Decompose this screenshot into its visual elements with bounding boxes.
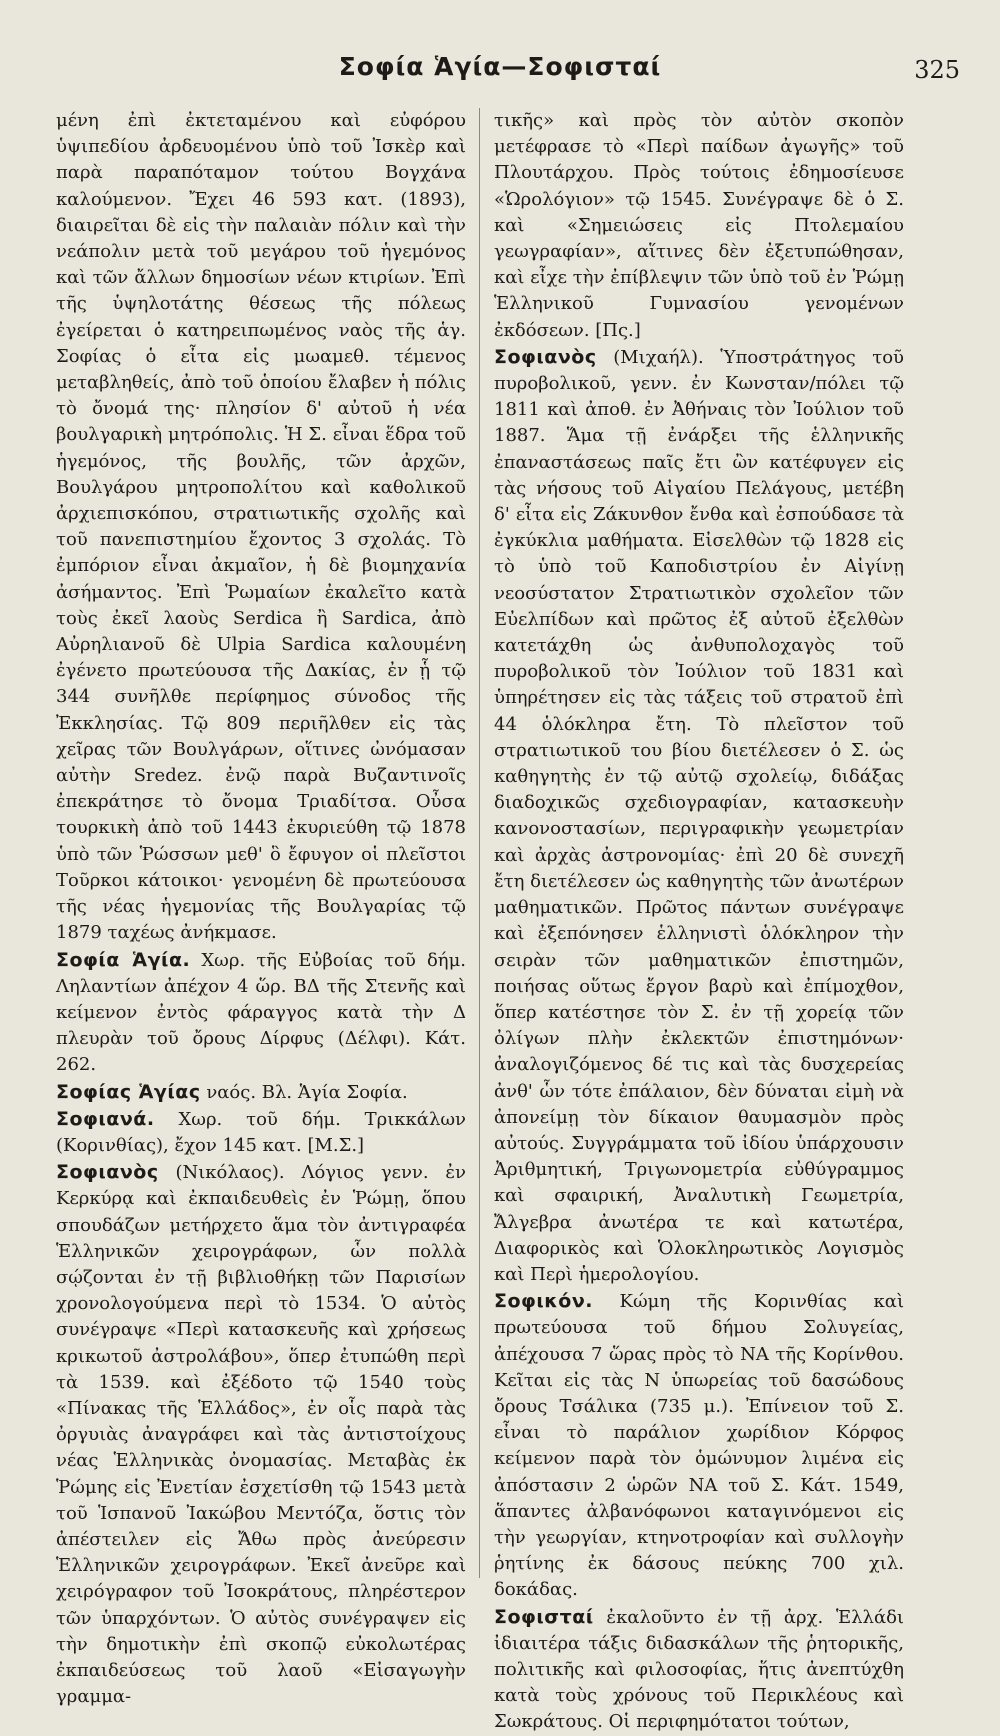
entry-text: (Μιχαήλ). Ὑποστράτηγος τοῦ πυροβολικοῦ, γενν. ἐν Κωνσταν/πόλει τῷ 1811 καὶ ἀποθ. ἐν Ἀθήναις τὸν Ἰούλιον τοῦ 1887. Ἅμα τῇ ἐνάρξει τῆς ἑλληνικῆς ἐπαναστάσεως παῖς ἔτι ὢν κατέφυγεν εἰς τὰς νήσους τοῦ Αἰγαίου Πελάγους, μετέβη δ' εἶτα εἰς Ζάκυνθον ἔνθα καὶ ἐσπούδασε τὰ ἐγκύκλια μαθήματα. Εἰσελθὼν τῷ 1828 εἰς τὸ ὑπὸ τοῦ Καποδιστρίου ἐν Αἰγίνῃ νεοσύστατον Στρατιωτικὸν σχολεῖον τῶν Εὐελπίδων καὶ πρῶτος ἐξ αὐτοῦ ἐξελθὼν κατετάχθη ὡς ἀνθυπολοχαγὸς τοῦ πυροβολικοῦ τὸν Ἰούλιον τοῦ 1831 καὶ ὑπηρέτησεν εἰς τὰς τάξεις τοῦ στρατοῦ ἐπὶ 44 ὁλόκληρα ἔτη. Τὸ πλεῖστον τοῦ στρατιωτικοῦ του βίου διετέλεσεν ὁ Σ. ὡς καθηγητὴς ἐν τῷ αὐτῷ σχολείῳ, διδάξας διαδοχικῶς σχεδιογραφίαν, κατασκευὴν κανονοστασίων, περιγραφικὴν γεωμετρίαν καὶ ἀρχὰς ἀστρονομίας· ἐπὶ 20 δὲ συνεχῆ ἔτη διετέλεσεν ὡς καθηγητὴς τῶν ἀνωτέρων μαθηματικῶν. Πρῶτος πάντων συνέγραψε καὶ ἐξεπόνησεν ἑλληνιστὶ ὁλόκληρον τὴν σειρὰν τῶν μαθηματικῶν ἐπιστημῶν, ποιήσας οὕτως ἔργον βαρὺ καὶ ἐπίμοχθον, ὅπερ κατέστησε τὸν Σ. ἐν τῇ χορείᾳ τῶν ὀλίγων πλὴν ἐκλεκτῶν ἐπιστημόνων· ἀναλογιζόμενος δέ τις καὶ τὰς δυσχερείας ἀνθ' ὧν τότε ἐπάλαιον, δὲν δύναται εἰμὴ νὰ ἀπονείμῃ τὸν δίκαιον θαυμασμὸν πρὸς αὐτούς. Συγγράμματα τοῦ ἰδίου ὑπάρχουσιν Ἀριθμητική, Τριγωνομετρία εὐθύγραμμος καὶ σφαιρική, Ἀναλυτικὴ Γεωμετρία, Ἄλγεβρα ἀνωτέρα τε καὶ κατωτέρα, Διαφορικὸς καὶ Ὁλοκληρωτικὸς Λογισμὸς καὶ Περὶ ἡμερολογίου. (494, 346, 904, 1285)
entry-sofianos-michail (494, 344, 904, 1288)
entry-text: Κώμη τῆς Κορινθίας καὶ πρωτεύουσα τοῦ δήμου Σολυγείας, ἀπέχουσα 7 ὥρας πρὸς τὸ ΝΑ τῆς Κορίνθου. Κεῖται εἰς τὰς Ν ὑπωρείας τοῦ δασώδους ὄρους Τσάλικα (735 μ.). Ἐπίνειον τοῦ Σ. εἶναι τὸ παράλιον χωρίδιον Κόρφος κείμενον παρὰ τὸν ὁμώνυμον λιμένα εἰς ἀπόστασιν 2 ὡρῶν ΝΑ τοῦ Σ. Κάτ. 1549, ἅπαντες ἀλβανόφωνοι καταγινόμενοι εἰς τὴν γεωργίαν, κτηνοτροφίαν καὶ συλλογὴν ῥητίνης ἐκ δάσους πεύκης 700 χιλ. δοκάδας. (494, 1291, 904, 1601)
column-rule (479, 108, 480, 1578)
page-header (40, 52, 960, 92)
entry-text: Χωρ. τῆς Εὐβοίας τοῦ δήμ. Ληλαντίων ἀπέχον 4 ὥρ. ΒΔ τῆς Στενῆς καὶ κείμενον ἐντὸς φάραγγος κατὰ τὴν Δ πλευρὰν τοῦ ὄρους Δίρφυς (Δέλφι). Κάτ. 262. (56, 949, 466, 1076)
page-number: 325 (914, 56, 960, 84)
entry-sofistai (494, 1604, 904, 1736)
running-title: Σοφία Ἁγία—Σοφισταί (338, 52, 662, 81)
entry-sofias-agias (56, 1079, 466, 1106)
entry-sofianos-nikolaos (56, 1159, 466, 1710)
entry-text: Χωρ. τοῦ δήμ. Τρικκάλων (Κορινθίας), ἔχον 145 κατ. [Μ.Σ.] (56, 1108, 466, 1156)
left-column (56, 108, 466, 1708)
article-continuation-sofianos: τικῆς» καὶ πρὸς τὸν αὐτὸν σκοπὸν μετέφρασε τὸ «Περὶ παίδων ἀγωγῆς» τοῦ Πλουτάρχου. Πρὸς τούτοις ἐδημοσίευσε «Ὡρολόγιον» τῷ 1545. Συνέγραψε δὲ ὁ Σ. καὶ «Σημειώσεις εἰς Πτολεμαίου γεωγραφίαν», αἵτινες δὲν ἐξετυπώθησαν, καὶ εἶχε τὴν ἐπίβλεψιν τῶν ὑπὸ τοῦ ἐν Ῥώμῃ Ἑλληνικοῦ Γυμνασίου γενομένων ἐκδόσεων. [Πς.] (494, 110, 904, 341)
entry-headword: Σοφιανὸς (494, 345, 597, 368)
article-continuation-sofia: μένη ἐπὶ ἐκτεταμένου καὶ εὐφόρου ὑψιπεδίου ἀρδευομένου ὑπὸ τοῦ Ἰσκὲρ καὶ παρὰ παραπόταμον τούτου Βογχάνα καλούμενον. Ἔχει 46 593 κατ. (1893), διαιρεῖται δὲ εἰς τὴν παλαιὰν πόλιν καὶ τὴν νεάπολιν μετὰ τοῦ μεγάρου τοῦ ἡγεμόνος καὶ τῶν ἄλλων δημοσίων νέων κτιρίων. Ἐπὶ τῆς ὑψηλοτάτης θέσεως τῆς πόλεως ἐγείρεται ὁ κατηρειπωμένος ναὸς τῆς ἁγ. Σοφίας ὁ εἶτα εἰς μωαμεθ. τέμενος μεταβληθείς, ἀπὸ τοῦ ὁποίου ἔλαβεν ἡ πόλις τὸ ὄνομά της· πλησίον δ' αὐτοῦ ἡ νέα βουλγαρικὴ μητρόπολις. Ἡ Σ. εἶναι ἕδρα τοῦ ἡγεμόνος, τῆς βουλῆς, τῶν ἀρχῶν, Βουλγάρου μητροπολίτου καὶ καθολικοῦ ἀρχιεπισκόπου, στρατιωτικῆς σχολῆς καὶ τοῦ πανεπιστημίου ἔχοντος 3 σχολάς. Τὸ ἐμπόριον εἶναι ἀκμαῖον, ἡ δὲ βιομηχανία ἀσήμαντος. Ἐπὶ Ῥωμαίων ἐκαλεῖτο κατὰ τοὺς ἐκεῖ λαοὺς Serdica ἢ Sardica, ἀπὸ Αὐρηλιανοῦ δὲ Ulpia Sardica καλουμένη ἐγένετο πρωτεύουσα τῆς Δακίας, ἐν ᾗ τῷ 344 συνῆλθε περίφημος σύνοδος τῆς Ἐκκλησίας. Τῷ 809 περιῆλθεν εἰς τὰς χεῖρας τῶν Βουλγάρων, οἵτινες ὠνόμασαν αὐτὴν Sredez. ἐνῷ παρὰ Βυζαντινοῖς ἐπεκράτησε τὸ ὄνομα Τριαδίτσα. Οὖσα τουρκικὴ ἀπὸ τοῦ 1443 ἐκυριεύθη τῷ 1878 ὑπὸ τῶν Ῥώσσων μεθ' ὃ ἔφυγον οἱ πλεῖστοι Τοῦρκοι κάτοικοι· γενομένη δὲ πρωτεύουσα τῆς νέας ἡγεμονίας τῆς Βουλγαρίας τῷ 1879 ταχέως ἀνήκμασε. (56, 110, 466, 944)
entry-text: ἐκαλοῦντο ἐν τῇ ἀρχ. Ἑλλάδι ἰδιαιτέρα τάξις διδασκάλων τῆς ῥητορικῆς, πολιτικῆς καὶ φιλοσοφίας, ἥτις ἀνεπτύχθη κατὰ τοὺς χρόνους τοῦ Περικλέους καὶ Σωκράτους. Οἱ περιφημότατοι τούτων, (494, 1606, 904, 1733)
entry-headword: Σοφισταί (494, 1605, 594, 1628)
entry-text: ναός. Βλ. Ἁγία Σοφία. (200, 1081, 408, 1103)
entry-headword: Σοφιανὸς (56, 1161, 159, 1184)
entry-headword: Σοφικόν. (494, 1290, 594, 1313)
entry-headword: Σοφιανά. (56, 1107, 155, 1130)
entry-headword: Σοφία Ἁγία. (56, 948, 191, 971)
entry-sofiana (56, 1106, 466, 1159)
entry-text: (Νικόλαος). Λόγιος γενν. ἐν Κερκύρᾳ καὶ ἐκπαιδευθεὶς ἐν Ῥώμῃ, ὅπου σπουδάζων μετήρχετο ἅμα τὸν ἀντιγραφέα Ἑλληνικῶν χειρογράφων, ὧν πολλὰ σῴζονται ἐν τῇ βιβλιοθήκῃ τῶν Παρισίων χρονολογούμενα περὶ τὸ 1534. Ὁ αὐτὸς συνέγραψε «Περὶ κατασκευῆς καὶ χρήσεως κρικωτοῦ ἀστρολάβου», ὅπερ ἐτυπώθη περὶ τὰ 1539. καὶ ἐξέδοτο τῷ 1540 τοὺς «Πίνακας τῆς Ἑλλάδος», ἐν οἷς παρὰ τὰς ὀργυιὰς ἀναγράφει καὶ τὰς ἀντιστοίχους νέας Ἑλληνικὰς ὀνομασίας. Μεταβὰς ἐκ Ῥώμης εἰς Ἐνετίαν ἐσχετίσθη τῷ 1543 μετὰ τοῦ Ἱσπανοῦ Ἰακώβου Μεντόζα, ὅστις τὸν ἀπέστειλεν εἰς Ἄθω πρὸς ἀνεύρεσιν Ἑλληνικῶν χειρογράφων. Ἐκεῖ ἀνεῦρε καὶ χειρόγραφον τοῦ Ἰσοκράτους, πληρέστερον τῶν ὑπαρχόντων. Ὁ αὐτὸς συνέγραψεν εἰς τὴν δημοτικὴν ἐπὶ σκοπῷ εὐκολωτέρας ἐκπαιδεύσεως τοῦ λαοῦ «Εἰσαγωγὴν γραμμα- (56, 1162, 466, 1708)
entry-sofikon (494, 1288, 904, 1603)
entry-sofia-agia (56, 947, 466, 1079)
right-column (494, 108, 904, 1733)
entry-headword: Σοφίας Ἁγίας (56, 1080, 201, 1103)
